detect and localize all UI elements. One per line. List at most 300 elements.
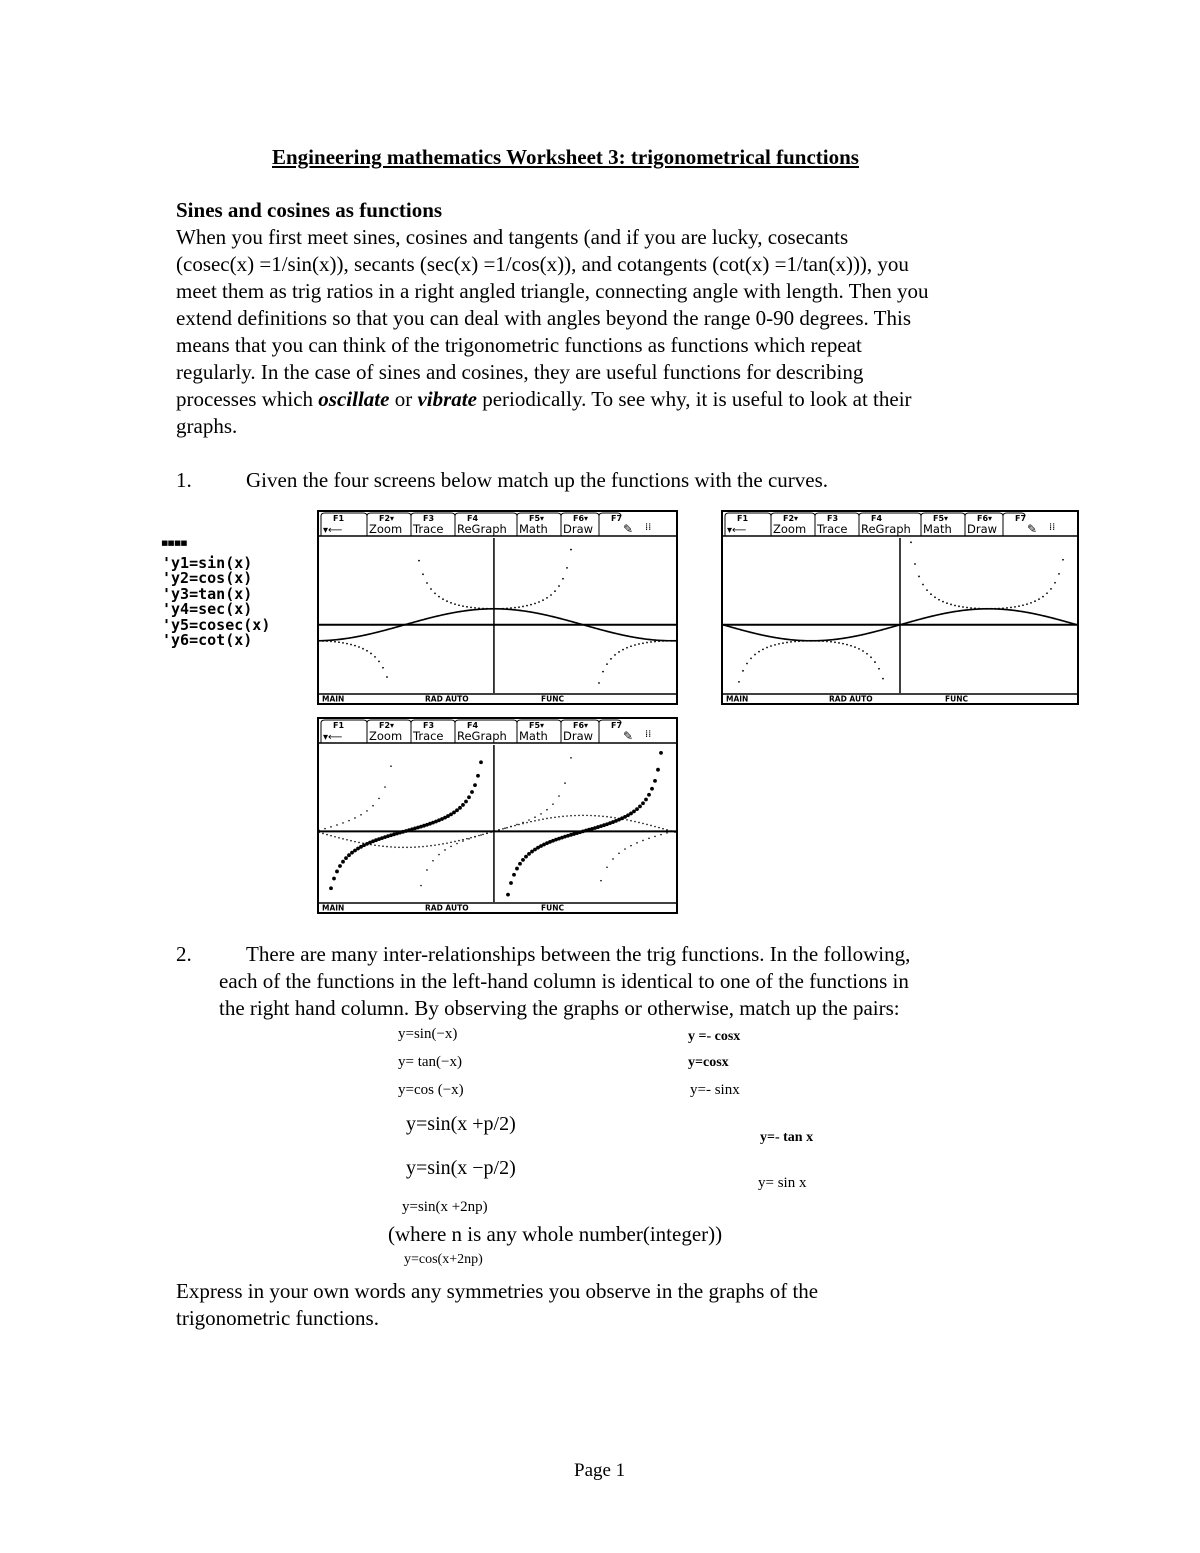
curve-point <box>504 827 506 829</box>
curve-point <box>414 846 416 848</box>
curve-point <box>814 640 816 642</box>
question-2-line: There are many inter-relationships between the trig functions. In the following, <box>246 942 911 966</box>
toolbar-key: F2▾ <box>783 514 799 523</box>
curve-point <box>606 866 608 868</box>
status-text: RAD AUTO <box>425 694 469 703</box>
curve-point <box>590 815 592 817</box>
curve-point <box>766 647 768 649</box>
curve-point <box>446 842 448 844</box>
graph-screen-1 <box>319 512 676 703</box>
express-paragraph <box>176 1278 818 1332</box>
curve-point <box>630 645 632 647</box>
curve-point <box>370 653 372 655</box>
curve-point <box>950 604 952 606</box>
curve-point <box>946 602 948 604</box>
curve-point <box>990 608 992 610</box>
curve-point <box>354 817 356 819</box>
curve-point <box>341 860 345 864</box>
grid-icon: ⁞⁞ <box>645 522 652 533</box>
curve-point <box>378 798 380 800</box>
curve-point <box>426 869 428 871</box>
curve-point <box>342 642 344 644</box>
question-2-line: the right hand column. By observing the graphs or otherwise, match up the pairs: <box>219 996 900 1020</box>
curve-point <box>470 607 472 609</box>
toolbar-key: F1 <box>333 721 345 730</box>
curve-point <box>534 816 536 818</box>
toolbar-key: F6▾ <box>573 514 589 523</box>
emphasis-oscillate: oscillate <box>318 387 390 411</box>
curve-point <box>338 837 340 839</box>
curve-point <box>653 779 657 783</box>
toolbar-key: F4 <box>871 514 883 523</box>
curve-point <box>494 830 496 832</box>
curve-point <box>648 838 650 840</box>
curve-point <box>882 678 884 680</box>
curve-point <box>350 644 352 646</box>
curve-point <box>610 816 612 818</box>
intro-text: processes which <box>176 387 319 411</box>
curve-point <box>570 757 572 759</box>
curve-point <box>492 831 494 833</box>
curve-point <box>514 825 516 827</box>
curve-point <box>354 645 356 647</box>
curve-point <box>538 601 540 603</box>
curve-point <box>510 607 512 609</box>
curve-point <box>994 608 996 610</box>
curve-point <box>672 830 674 832</box>
back-arrow-icon: ▾⟵ <box>727 525 747 536</box>
curve-point <box>600 880 602 882</box>
curve-point <box>330 826 332 828</box>
intro-line: When you first meet sines, cosines and tangents (and if you are lucky, cosecants <box>176 225 849 249</box>
pencil-icon: ✎ <box>1027 522 1038 536</box>
y-function-list: ▀▀▀▀ 'y1=sin(x) 'y2=cos(x) 'y3=tan(x) 'y4=sec(x) 'y5=cosec(x) 'y6=cot(x) <box>162 542 271 649</box>
curve-point <box>322 640 324 642</box>
left-equation: y= tan(−x) <box>398 1054 462 1070</box>
toolbar-key: F7 <box>1015 514 1027 523</box>
curve-point <box>942 601 944 603</box>
curve-point <box>618 852 620 854</box>
curve-point <box>566 567 568 569</box>
curve-point <box>464 800 468 804</box>
express-line: Express in your own words any symmetries you observe in the graphs of the <box>176 1279 819 1303</box>
toolbar-label: Math <box>923 522 952 536</box>
toolbar-label: Trace <box>413 729 444 743</box>
curve-point <box>930 593 932 595</box>
curve-point <box>430 588 432 590</box>
curve-point <box>438 844 440 846</box>
toolbar-label: Trace <box>817 522 848 536</box>
curve-point <box>329 886 333 890</box>
curve-point <box>1062 559 1064 561</box>
where-note: (where n is any whole number(integer)) <box>388 1222 723 1246</box>
curve-point <box>850 645 852 647</box>
curve-point <box>330 641 332 643</box>
curve-point <box>610 658 612 660</box>
right-equation: y =- cosx <box>688 1029 741 1044</box>
intro-line: (cosec(x) =1/sin(x)), secants (sec(x) =1/cos(x)), and cotangents (cot(x) =1/tan(x))), you <box>176 252 909 276</box>
right-equation: y= sin x <box>758 1175 807 1191</box>
curve-point <box>1018 605 1020 607</box>
curve-point <box>1014 606 1016 608</box>
curve-point <box>914 563 916 565</box>
toolbar-key: F6▾ <box>573 721 589 730</box>
curve-point <box>467 795 471 799</box>
curve-point <box>426 845 428 847</box>
curve-point <box>386 676 388 678</box>
left-equation: y=sin(x −p/2) <box>406 1157 516 1179</box>
curve-point <box>634 821 636 823</box>
curve-point <box>546 818 548 820</box>
curve-point <box>558 585 560 587</box>
question-2-line: each of the functions in the left-hand column is identical to one of the functions in <box>219 969 909 993</box>
curve-point <box>612 858 614 860</box>
curve-point <box>646 642 648 644</box>
curve-point <box>644 798 648 802</box>
curve-point <box>406 847 408 849</box>
curve-point <box>402 847 404 849</box>
curve-point <box>554 816 556 818</box>
calculator-screen-1 <box>317 510 678 705</box>
curve-point <box>818 640 820 642</box>
curve-point <box>498 608 500 610</box>
curve-point <box>566 815 568 817</box>
curve-point <box>382 667 384 669</box>
curve-point <box>461 803 465 807</box>
y-function: 'y1=sin(x) <box>162 553 253 572</box>
curve-point <box>458 840 460 842</box>
curve-point <box>862 650 864 652</box>
curve-point <box>506 827 508 829</box>
curve-point <box>606 663 608 665</box>
curve-point <box>326 834 328 836</box>
y-function: 'y5=cosec(x) <box>162 615 271 634</box>
left-equation: y=cos (−x) <box>398 1082 464 1098</box>
toolbar-label: Zoom <box>369 522 403 536</box>
curve-point <box>598 682 600 684</box>
curve-point <box>432 860 434 862</box>
curve-point <box>662 640 664 642</box>
curve-point <box>512 873 516 877</box>
express-line: trigonometric functions. <box>176 1306 379 1330</box>
curve-point <box>366 650 368 652</box>
curve-point <box>830 641 832 643</box>
curve-point <box>594 815 596 817</box>
curve-point <box>524 855 528 859</box>
curve-point <box>630 845 632 847</box>
toolbar-key: F3 <box>827 514 839 523</box>
curve-point <box>480 834 482 836</box>
pencil-icon: ✎ <box>623 522 634 536</box>
curve-point <box>938 599 940 601</box>
curve-point <box>518 606 520 608</box>
curve-point <box>510 826 512 828</box>
toolbar-key: F7 <box>611 514 623 523</box>
plot-area <box>319 745 676 902</box>
curve-point <box>762 648 764 650</box>
curve-point <box>494 608 496 610</box>
toolbar-key: F7 <box>611 721 623 730</box>
curve-point <box>626 819 628 821</box>
curve-point <box>458 806 462 810</box>
curve-point <box>458 604 460 606</box>
curve-point <box>642 642 644 644</box>
curve-point <box>1026 603 1028 605</box>
curve-point <box>650 825 652 827</box>
toolbar-label: Math <box>519 729 548 743</box>
curve-point <box>674 640 676 642</box>
curve-point <box>598 815 600 817</box>
curve-point <box>490 831 492 833</box>
curve-point <box>528 819 530 821</box>
curve-point <box>1050 588 1052 590</box>
curve-point <box>476 774 480 778</box>
curve-point <box>466 606 468 608</box>
toolbar-label: ReGraph <box>457 522 507 536</box>
curve-point <box>666 832 668 834</box>
curve-point <box>342 838 344 840</box>
curve-point <box>662 828 664 830</box>
curve-point <box>466 838 468 840</box>
curve-point <box>558 795 560 797</box>
curve-point <box>482 608 484 610</box>
plot-area <box>723 538 1077 693</box>
curve-point <box>614 817 616 819</box>
toolbar-label: Zoom <box>369 729 403 743</box>
toolbar-label: Math <box>519 522 548 536</box>
curve-point <box>326 640 328 642</box>
curve-point <box>473 783 477 787</box>
curve-point <box>454 841 456 843</box>
curve-point <box>626 647 628 649</box>
curve-point <box>378 845 380 847</box>
curve-point <box>954 605 956 607</box>
curve-point <box>506 893 510 897</box>
intro-line: meet them as trig ratios in a right angled triangle, connecting angle with length. Then you <box>176 279 929 303</box>
curve-point <box>518 862 522 866</box>
toolbar-key: F2▾ <box>379 721 395 730</box>
curve-point <box>348 820 350 822</box>
calculator-screen-3 <box>317 717 678 914</box>
toolbar-key: F4 <box>467 721 479 730</box>
curve-point <box>540 813 542 815</box>
curve-point <box>654 641 656 643</box>
curve-point <box>624 848 626 850</box>
curve-point <box>332 877 336 881</box>
curve-point <box>418 560 420 562</box>
toolbar-label: Trace <box>413 522 444 536</box>
curve-point <box>910 541 912 543</box>
toolbar-key: F4 <box>467 514 479 523</box>
curve-point <box>342 822 344 824</box>
curve-point <box>638 805 642 809</box>
curve-point <box>358 646 360 648</box>
curve-point <box>366 810 368 812</box>
curve-point <box>442 598 444 600</box>
curve-point <box>530 821 532 823</box>
curve-point <box>790 641 792 643</box>
curve-point <box>822 640 824 642</box>
curve-point <box>390 765 392 767</box>
curve-point <box>468 838 470 840</box>
curve-point <box>802 640 804 642</box>
curve-point <box>974 607 976 609</box>
calculator-screen-2 <box>721 510 1079 705</box>
curve-point <box>474 607 476 609</box>
question-1-number: 1. <box>176 468 192 492</box>
grid-icon: ⁞⁞ <box>1049 522 1056 533</box>
curve-point <box>866 653 868 655</box>
curve-point <box>636 842 638 844</box>
intro-paragraph <box>176 224 1036 440</box>
curve-point <box>962 606 964 608</box>
curve-point <box>1010 607 1012 609</box>
curve-point <box>450 846 452 848</box>
toolbar-key: F1 <box>333 514 345 523</box>
curve-point <box>922 584 924 586</box>
curve-point <box>854 646 856 648</box>
curve-point <box>958 605 960 607</box>
curve-point <box>509 881 513 885</box>
curve-point <box>346 643 348 645</box>
curve-point <box>526 822 528 824</box>
curve-point <box>418 846 420 848</box>
curve-point <box>516 824 518 826</box>
curve-point <box>386 846 388 848</box>
curve-point <box>338 864 342 868</box>
status-text: FUNC <box>541 694 564 703</box>
curve-point <box>470 837 472 839</box>
curve-point <box>834 641 836 643</box>
right-equation: y=- tan x <box>760 1130 814 1145</box>
intro-line: graphs. <box>176 414 238 438</box>
curve-point <box>810 640 812 642</box>
curve-point <box>602 671 604 673</box>
curve-point <box>570 549 572 551</box>
curve-point <box>798 640 800 642</box>
curve-point <box>658 827 660 829</box>
curve-point <box>647 793 651 797</box>
status-text: FUNC <box>945 694 968 703</box>
curve-point <box>438 596 440 598</box>
curve-point <box>462 839 464 841</box>
curve-point <box>498 829 500 831</box>
plot-area <box>319 538 676 693</box>
curve-point <box>638 822 640 824</box>
left-equation: y=cos(x+2np) <box>404 1252 483 1267</box>
status-text: RAD AUTO <box>425 903 469 912</box>
toolbar-key: F3 <box>423 514 435 523</box>
left-equation: y=sin(x +p/2) <box>406 1113 516 1135</box>
toolbar-label: ReGraph <box>861 522 911 536</box>
curve-point <box>750 657 752 659</box>
toolbar-key: F5▾ <box>529 514 545 523</box>
curve-point <box>456 843 458 845</box>
curve-point <box>336 824 338 826</box>
curve-point <box>479 760 483 764</box>
curve-point <box>490 608 492 610</box>
curve-point <box>998 608 1000 610</box>
curve-point <box>634 644 636 646</box>
curve-point <box>430 845 432 847</box>
question-2-number: 2. <box>176 942 192 966</box>
curve-point <box>546 597 548 599</box>
curve-point <box>614 654 616 656</box>
curve-point <box>335 870 339 874</box>
toolbar <box>723 513 1077 536</box>
curve-point <box>878 668 880 670</box>
status-text: FUNC <box>541 903 564 912</box>
curve-point <box>434 844 436 846</box>
curve-point <box>874 661 876 663</box>
back-arrow-icon: ▾⟵ <box>323 525 343 536</box>
curve-point <box>522 606 524 608</box>
toolbar-label: Zoom <box>773 522 807 536</box>
section-heading: Sines and cosines as functions <box>176 198 443 222</box>
curve-point <box>618 651 620 653</box>
curve-point <box>446 600 448 602</box>
curve-point <box>526 605 528 607</box>
curve-point <box>846 644 848 646</box>
curve-point <box>338 641 340 643</box>
status-text: MAIN <box>726 694 749 703</box>
curve-point <box>582 815 584 817</box>
toolbar <box>319 513 676 536</box>
curve-point <box>838 642 840 644</box>
curve-point <box>324 828 326 830</box>
intro-line: means that you can think of the trigonometric functions as functions which repeat <box>176 333 862 357</box>
question-1-text: Given the four screens below match up the functions with the curves. <box>246 468 829 492</box>
curve-point <box>482 834 484 836</box>
curve-point <box>454 603 456 605</box>
back-arrow-icon: ▾⟵ <box>323 732 343 743</box>
curve-point <box>434 592 436 594</box>
curve-point <box>534 820 536 822</box>
curve-point <box>354 841 356 843</box>
curve-point <box>742 670 744 672</box>
curve-point <box>394 846 396 848</box>
curve-point <box>410 846 412 848</box>
toolbar-key: F3 <box>423 721 435 730</box>
curve-point <box>546 809 548 811</box>
intro-line <box>176 386 1036 413</box>
curve-point <box>521 858 525 862</box>
curve-point <box>1038 598 1040 600</box>
curve-point <box>522 822 524 824</box>
curve-point <box>518 824 520 826</box>
curve-point <box>442 843 444 845</box>
curve-point <box>978 608 980 610</box>
curve-point <box>570 815 572 817</box>
curve-point <box>330 835 332 837</box>
curve-point <box>842 643 844 645</box>
curve-point <box>422 573 424 575</box>
curve-point <box>918 576 920 578</box>
curve-point <box>670 830 672 832</box>
curve-point <box>444 849 446 851</box>
status-text: RAD AUTO <box>829 694 873 703</box>
curve-point <box>674 831 676 833</box>
curve-point <box>578 815 580 817</box>
toolbar-key: F5▾ <box>529 721 545 730</box>
intro-line: extend definitions so that you can deal with angles beyond the range 0-90 degrees. This <box>176 306 911 330</box>
curve-point <box>934 596 936 598</box>
curve-point <box>1034 600 1036 602</box>
toolbar-label: Draw <box>967 522 998 536</box>
curve-point <box>870 656 872 658</box>
grid-icon: ⁞⁞ <box>645 729 652 740</box>
curve-point <box>656 768 660 772</box>
